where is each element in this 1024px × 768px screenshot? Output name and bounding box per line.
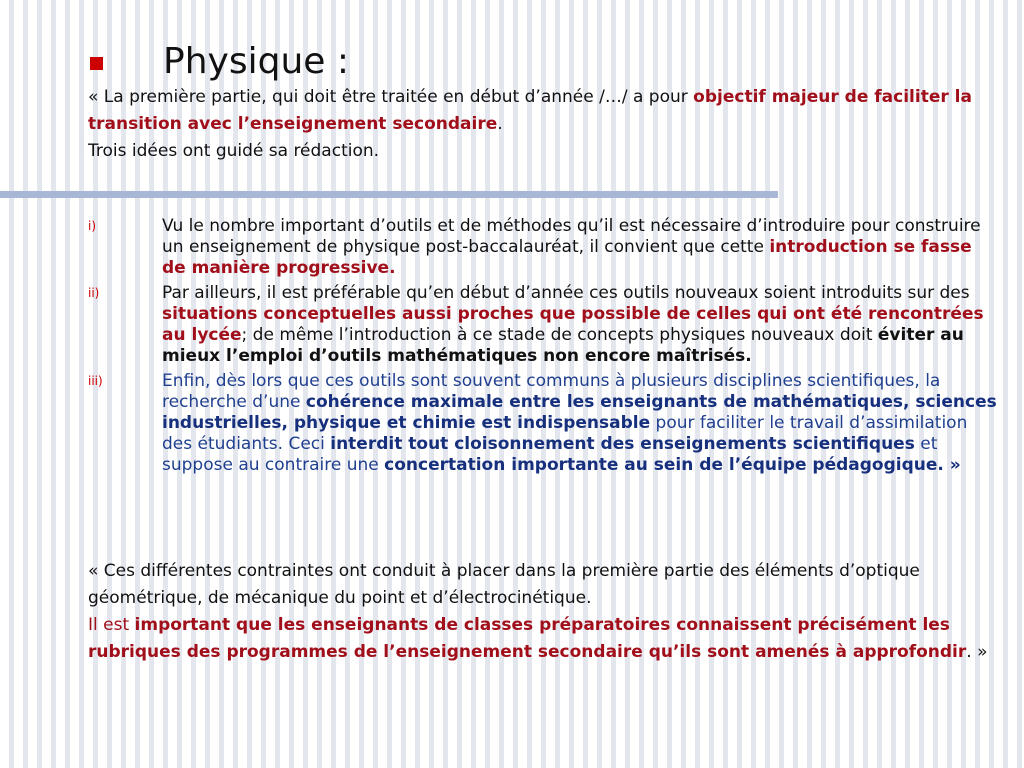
item-text: et suppose au contraire une — [162, 434, 938, 475]
item-highlight: concertation importante au sein de l’équipe pédagogique. » — [384, 455, 961, 475]
conclusion-text: Il est — [88, 615, 135, 635]
intro-text: « La première partie, qui doit être traitée en début d’année /…/ a pour — [88, 87, 694, 107]
intro-line-2: Trois idées ont guidé sa rédaction. — [88, 141, 380, 161]
item-text: ; de même l’introduction à ce stade de concepts physiques nouveaux doit — [241, 325, 878, 345]
conclusion-highlight: important que les enseignants de classes préparatoires connaissent précisément les rubriques des programmes de l’enseignement secondaire qu’ils sont amenés à approfondir — [88, 615, 967, 662]
item-highlight: introduction se fasse de manière progressive. — [162, 237, 972, 278]
list-item-ii — [88, 283, 998, 367]
conclusion-line-1: « Ces différentes contraintes ont conduit à placer dans la première partie des éléments d’optique géométrique, de mécanique du point et d’électrocinétique. — [88, 561, 920, 608]
intro-paragraph — [88, 84, 988, 165]
list-number: iii) — [88, 374, 103, 388]
item-text: pour faciliter le travail d’assimilation des étudiants. Ceci — [162, 413, 968, 454]
item-bold: éviter au mieux l’emploi d’outils mathématiques non encore maîtrisés. — [162, 325, 964, 366]
item-text: Enfin, dès lors que ces outils sont souvent communs à plusieurs disciplines scientifiques, la recherche d’une — [162, 371, 941, 412]
list-number: ii) — [88, 286, 100, 300]
list-item-iii — [88, 371, 998, 476]
item-text: Par ailleurs, il est préférable qu’en début d’année ces outils nouveaux soient introduits sur des — [162, 283, 970, 303]
slide-title: Physique : — [163, 41, 349, 82]
list-item-i — [88, 216, 998, 279]
intro-highlight: objectif majeur de faciliter la transition avec l’enseignement secondaire — [88, 87, 972, 134]
conclusion-line-2 — [88, 612, 998, 666]
intro-period: . — [497, 114, 503, 134]
conclusion-end: . » — [966, 642, 988, 662]
item-text: Vu le nombre important d’outils et de méthodes qu’il est nécessaire d’introduire pour construire un enseignement de physique post-baccalauréat, il convient que cette — [162, 216, 981, 257]
title-bullet-square-icon — [90, 57, 103, 70]
intro-line-1 — [88, 84, 988, 138]
item-highlight: interdit tout cloisonnement des enseignements scientifiques — [330, 434, 915, 454]
conclusion-paragraph — [88, 558, 998, 666]
list-number: i) — [88, 219, 97, 233]
horizontal-divider — [0, 191, 778, 198]
item-highlight: situations conceptuelles aussi proches que possible de celles qui ont été rencontrées au lycée — [162, 304, 984, 345]
ideas-list — [88, 216, 998, 480]
item-highlight: cohérence maximale entre les enseignants de mathématiques, sciences industrielles, physique et chimie est indispensable — [162, 392, 997, 433]
